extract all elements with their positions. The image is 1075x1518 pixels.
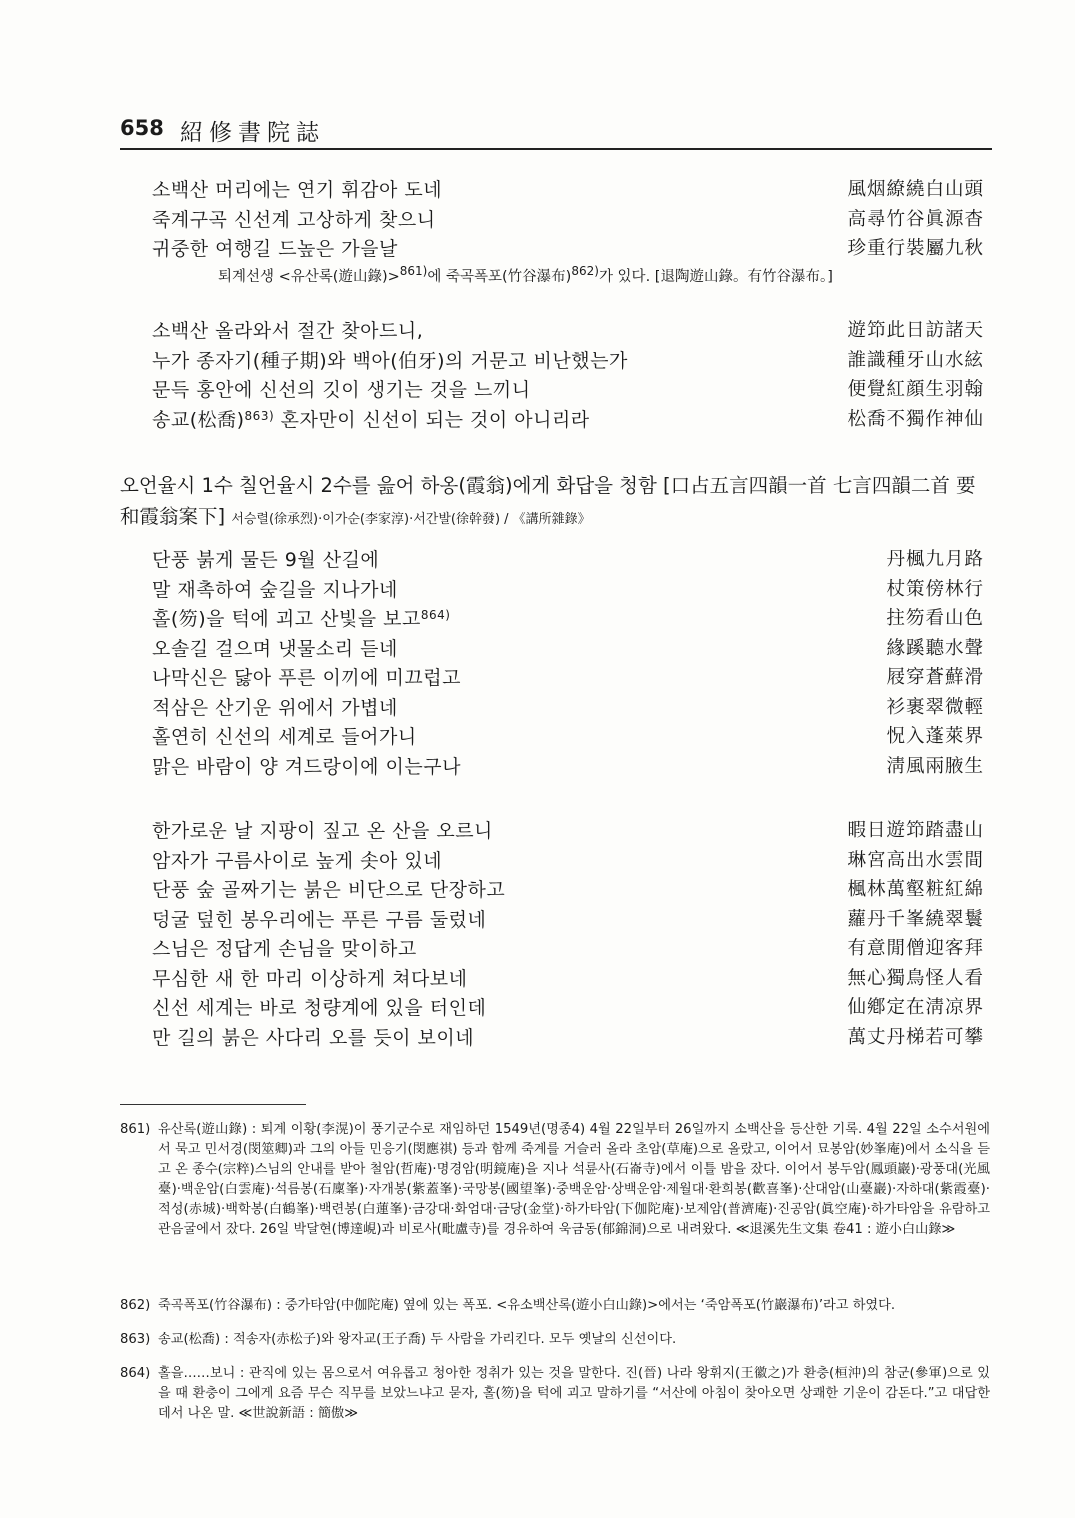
hanja-text: 便覺紅顔生羽翰 xyxy=(847,379,984,400)
hanja-text: 丹楓九月路 xyxy=(886,549,984,570)
hanja-text: 蘿丹千峯繞翠鬟 xyxy=(847,908,984,930)
poem-line xyxy=(152,175,984,205)
korean-text: 누가 종자기(種子期)와 백아(伯牙)의 거문고 비난했는가 xyxy=(152,349,628,372)
hanja-text: 琳宮高出水雲間 xyxy=(847,849,984,871)
poem-line xyxy=(152,545,984,575)
section-title xyxy=(120,470,995,535)
korean-text: 맑은 바람이 양 겨드랑이에 이는구나 xyxy=(152,755,461,778)
footnote-text: 홀을……보니 : 관직에 있는 몸으로서 여유롭고 청아한 정취가 있는 것을 말한다. 진(晉) 나라 왕휘지(王徽之)가 환충(桓沖)의 참군(參軍)으로 있을 때 환충이 그에게 요즘 무슨 직무를 보았느냐고 묻자, 홀(笏)을 턱에 괴고 말하기를 “서산에 아침이 찾아오면 상쾌한 기운이 감돈다.”고 대답한 데서 나온 말. ≪世說新語 : 簡傲≫ xyxy=(158,1366,990,1421)
hanja-text: 萬丈丹梯若可攀 xyxy=(847,1026,984,1048)
korean-text: 신선 세계는 바로 청량계에 있을 터인데 xyxy=(152,997,487,1019)
poem-line xyxy=(152,575,984,605)
footnote-number: 864) xyxy=(120,1366,151,1381)
hanja-text: 暇日遊笻踏盡山 xyxy=(847,820,984,841)
footnote-ref: 861) xyxy=(399,264,428,278)
poem-line xyxy=(152,1023,984,1053)
hanja-text: 緣蹊聽水聲 xyxy=(886,637,984,659)
hanja-text: 遊笻此日訪諸天 xyxy=(847,320,984,341)
poem-line xyxy=(152,816,984,846)
footnote-divider xyxy=(120,1104,306,1105)
hanja-text: 風烟繚繞白山頭 xyxy=(847,179,984,200)
poem-line xyxy=(152,722,984,752)
korean-text: 스님은 정답게 손님을 맞이하고 xyxy=(152,938,417,960)
poem-line xyxy=(152,604,984,634)
poem-4 xyxy=(152,816,984,1052)
hanja-text: 仙鄕定在淸凉界 xyxy=(847,997,984,1018)
korean-text: 단풍 숲 골짜기는 붉은 비단으로 단장하고 xyxy=(152,879,506,901)
hanja-text: 珍重行裝屬九秋 xyxy=(847,238,984,259)
korean-text: 홀(笏)을 턱에 괴고 산빛을 보고$^{864)}$ xyxy=(152,608,451,630)
poem-line xyxy=(152,234,984,264)
poem-line xyxy=(152,693,984,723)
footnote-number: 862) xyxy=(120,1298,151,1313)
hanja-text: 楓林萬壑粧紅綿 xyxy=(847,879,984,900)
korean-text: 나막신은 닳아 푸른 이끼에 미끄럽고 xyxy=(152,667,461,689)
footnote-text: 송교(松喬) : 적송자(赤松子)와 왕자교(王子喬) 두 사람을 가리킨다. 모두 옛날의 신선이다. xyxy=(158,1332,677,1347)
korean-text: 소백산 올라와서 절간 찾아드니, xyxy=(152,320,424,342)
footnote-text: 유산록(遊山錄) : 퇴계 이황(李滉)이 풍기군수로 재임하던 1549년(명종4) 4월 22일부터 26일까지 소백산을 등산한 기록. 4월 22일 소수서원에서 묵고 민서경(閔筮卿)과 그의 아들 민응기(閔應祺) 등과 함께 죽계를 거슬러 올라 초암(草庵)으로 올랐고, 이어서 묘봉암(妙峯庵)에서 소식을 듣고 온 종수(宗粹)스님의 안내를 받아 철암(哲庵)·명경암(明鏡庵)을 지나 석륜사(石崙寺)에서 이틀 밤을 잤다. 이어서 봉두암(鳳頭巖)·광풍대(光風臺)·백운암(白雲庵)·석름봉(石廩峯)·자개봉(紫蓋峯)·국망봉(國望峯)·중백운암·상백운암·제월대·환희봉(歡喜峯)·산대암(山臺巖)·자하대(紫霞臺)·적성(赤城)·백학봉(白鶴峯)·백련봉(白蓮峯)·금강대·화엄대·금당(金堂)·하가타암(下伽陀庵)·보제암(普濟庵)·진공암(眞空庵)·하가타암을 유람하고 관음굴에서 잤다. 26일 박달현(博達峴)과 비로사(毗盧寺)를 경유하여 욱금동(郁錦洞)으로 내려왔다. ≪退溪先生文集 卷41 : 遊小白山錄≫ xyxy=(158,1122,990,1237)
poem-line xyxy=(152,964,984,994)
poem-line xyxy=(152,934,984,964)
poem-line xyxy=(152,905,984,935)
footnote-ref: 862) xyxy=(571,264,599,278)
korean-text: 한가로운 날 지팡이 짚고 온 산을 오르니 xyxy=(152,820,493,842)
poem-line xyxy=(152,316,984,346)
poem-1 xyxy=(152,175,984,264)
poem-line xyxy=(152,663,984,693)
korean-text: 무심한 새 한 마리 이상하게 쳐다보네 xyxy=(152,967,468,990)
section-credit: 서승렬(徐承烈)·이가순(李家淳)·서간발(徐幹發) / 《講所雜錄》 xyxy=(231,512,591,527)
page-number: 658 xyxy=(120,116,164,140)
hanja-text: 高尋竹谷眞源杳 xyxy=(847,208,984,230)
footnote-ref: 863) xyxy=(244,408,275,423)
footnote-861 xyxy=(120,1120,990,1240)
korean-text: 덩굴 덮힌 봉우리에는 푸른 구름 둘렀네 xyxy=(152,908,487,931)
footnote-number: 861) xyxy=(120,1122,151,1137)
poem-line xyxy=(152,346,984,376)
footnote-863 xyxy=(120,1330,990,1350)
hanja-text: 松喬不獨作神仙 xyxy=(847,408,984,430)
korean-text: 소백산 머리에는 연기 휘감아 도네 xyxy=(152,179,443,201)
korean-text: 만 길의 붉은 사다리 오를 듯이 보이네 xyxy=(152,1026,475,1049)
hanja-text: 無心獨鳥怪人看 xyxy=(847,967,984,989)
hanja-text: 淸風兩腋生 xyxy=(886,755,984,777)
footnote-862 xyxy=(120,1296,990,1316)
source-note: 퇴계선생 <유산록(遊山錄)>$^{861)}$에 죽곡폭포(竹谷瀑布)$^{862)}$가 있다. [退陶遊山錄。有竹谷瀑布。] xyxy=(218,264,833,285)
footnote-number: 863) xyxy=(120,1332,151,1347)
hanja-text: 誰識種牙山水絃 xyxy=(847,349,984,371)
korean-text: 죽계구곡 신선계 고상하게 찾으니 xyxy=(152,208,436,231)
footnote-text: 죽곡폭포(竹谷瀑布) : 중가타암(中伽陀庵) 옆에 있는 폭포. <유소백산록(遊小白山錄)>에서는 ‘죽암폭포(竹巖瀑布)’라고 하였다. xyxy=(158,1298,896,1313)
korean-text: 문득 홍안에 신선의 깃이 생기는 것을 느끼니 xyxy=(152,379,531,401)
korean-text: 홀연히 신선의 세계로 들어가니 xyxy=(152,726,417,748)
book-title: 紹修書院誌 xyxy=(180,120,325,146)
hanja-text: 衫裹翠微輕 xyxy=(886,696,984,718)
footnote-864 xyxy=(120,1364,990,1424)
poem-2 xyxy=(152,316,984,434)
footnote-ref: 864) xyxy=(420,608,451,622)
korean-text: 적삼은 산기운 위에서 가볍네 xyxy=(152,696,398,719)
page-header xyxy=(120,112,992,150)
poem-line xyxy=(152,875,984,905)
korean-text: 귀중한 여행길 드높은 가을날 xyxy=(152,238,398,260)
hanja-text: 有意閒僧迎客拜 xyxy=(847,938,984,959)
korean-text: 단풍 붉게 물든 9월 산길에 xyxy=(152,549,380,571)
hanja-text: 杖策傍林行 xyxy=(886,578,984,600)
poem-line xyxy=(152,375,984,405)
poem-line xyxy=(152,405,984,435)
korean-text: 암자가 구름사이로 높게 솟아 있네 xyxy=(152,849,443,872)
poem-line xyxy=(152,634,984,664)
hanja-text: 怳入蓬萊界 xyxy=(886,726,984,747)
poem-3 xyxy=(152,545,984,781)
poem-line xyxy=(152,752,984,782)
hanja-text: 拄笏看山色 xyxy=(886,608,984,629)
hanja-text: 屐穿蒼蘚滑 xyxy=(886,667,984,688)
korean-text: 말 재촉하여 숲길을 지나가네 xyxy=(152,578,398,601)
poem-line xyxy=(152,205,984,235)
section-heading: 오언율시 1수 칠언율시 2수를 읊어 하옹(霞翁)에게 화답을 청함 [口占五言四韻一首 七言四韻二首 要和霞翁案下] xyxy=(120,474,976,528)
poem-line xyxy=(152,846,984,876)
poem-line xyxy=(152,993,984,1023)
korean-text: 송교(松喬)$^{863)}$ 혼자만이 신선이 되는 것이 아니리라 xyxy=(152,408,590,431)
korean-text: 오솔길 걸으며 냇물소리 듣네 xyxy=(152,637,398,660)
